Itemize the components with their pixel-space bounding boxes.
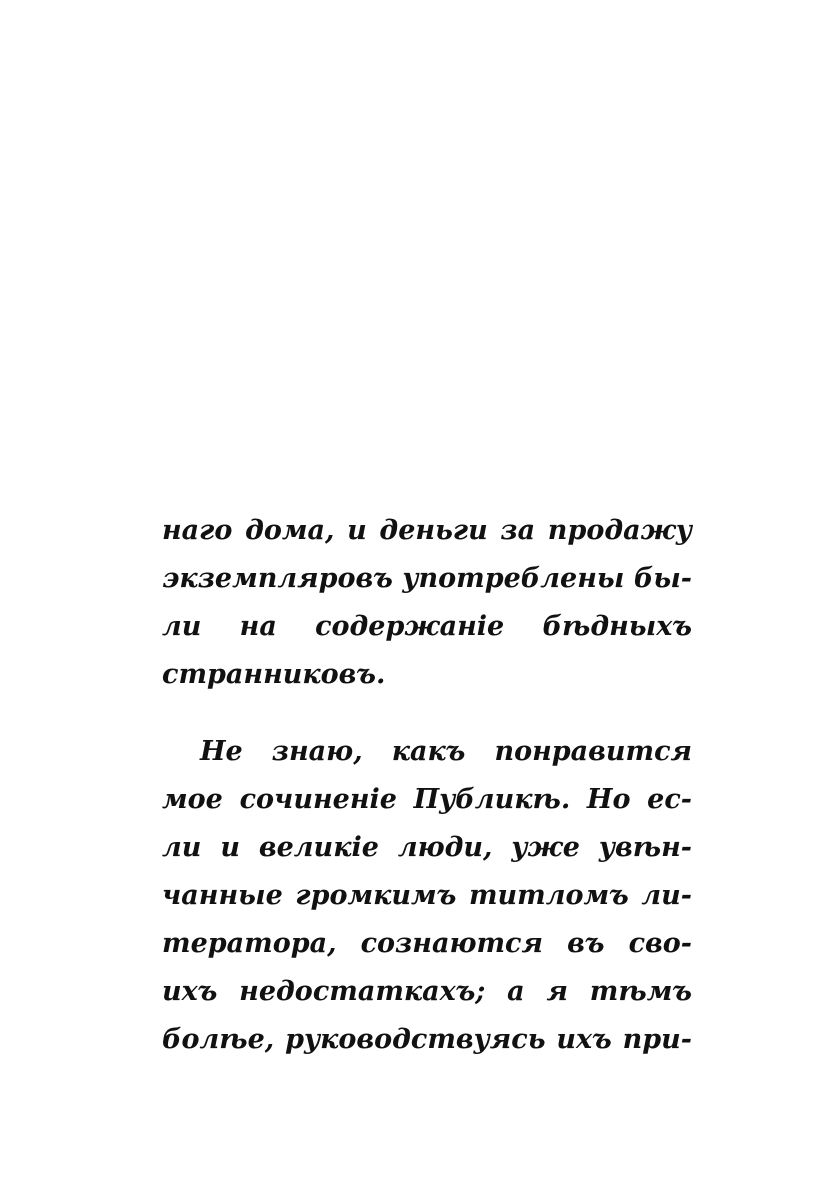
text-line: ли на содержаніе бѣдныхъ — [162, 611, 692, 642]
text-line: чанные громкимъ титломъ ли- — [162, 880, 692, 911]
text-line: ли и великіе люди, уже увѣн- — [162, 832, 692, 863]
text-line: болѣе, руководствуясь ихъ при- — [162, 1024, 692, 1055]
text-line: наго дома, и деньги за продажу — [162, 515, 692, 546]
text-line: странниковъ. — [162, 659, 386, 690]
text-line: мое сочиненіе Публикѣ. Но ес- — [162, 784, 692, 815]
text-line: тератора, сознаются въ сво- — [162, 928, 692, 959]
text-line: ихъ недостаткахъ; а я тѣмъ — [162, 976, 692, 1007]
text-line: экземпляровъ употреблены бы- — [162, 563, 692, 594]
text-line: Не знаю, какъ понравится — [200, 736, 692, 767]
